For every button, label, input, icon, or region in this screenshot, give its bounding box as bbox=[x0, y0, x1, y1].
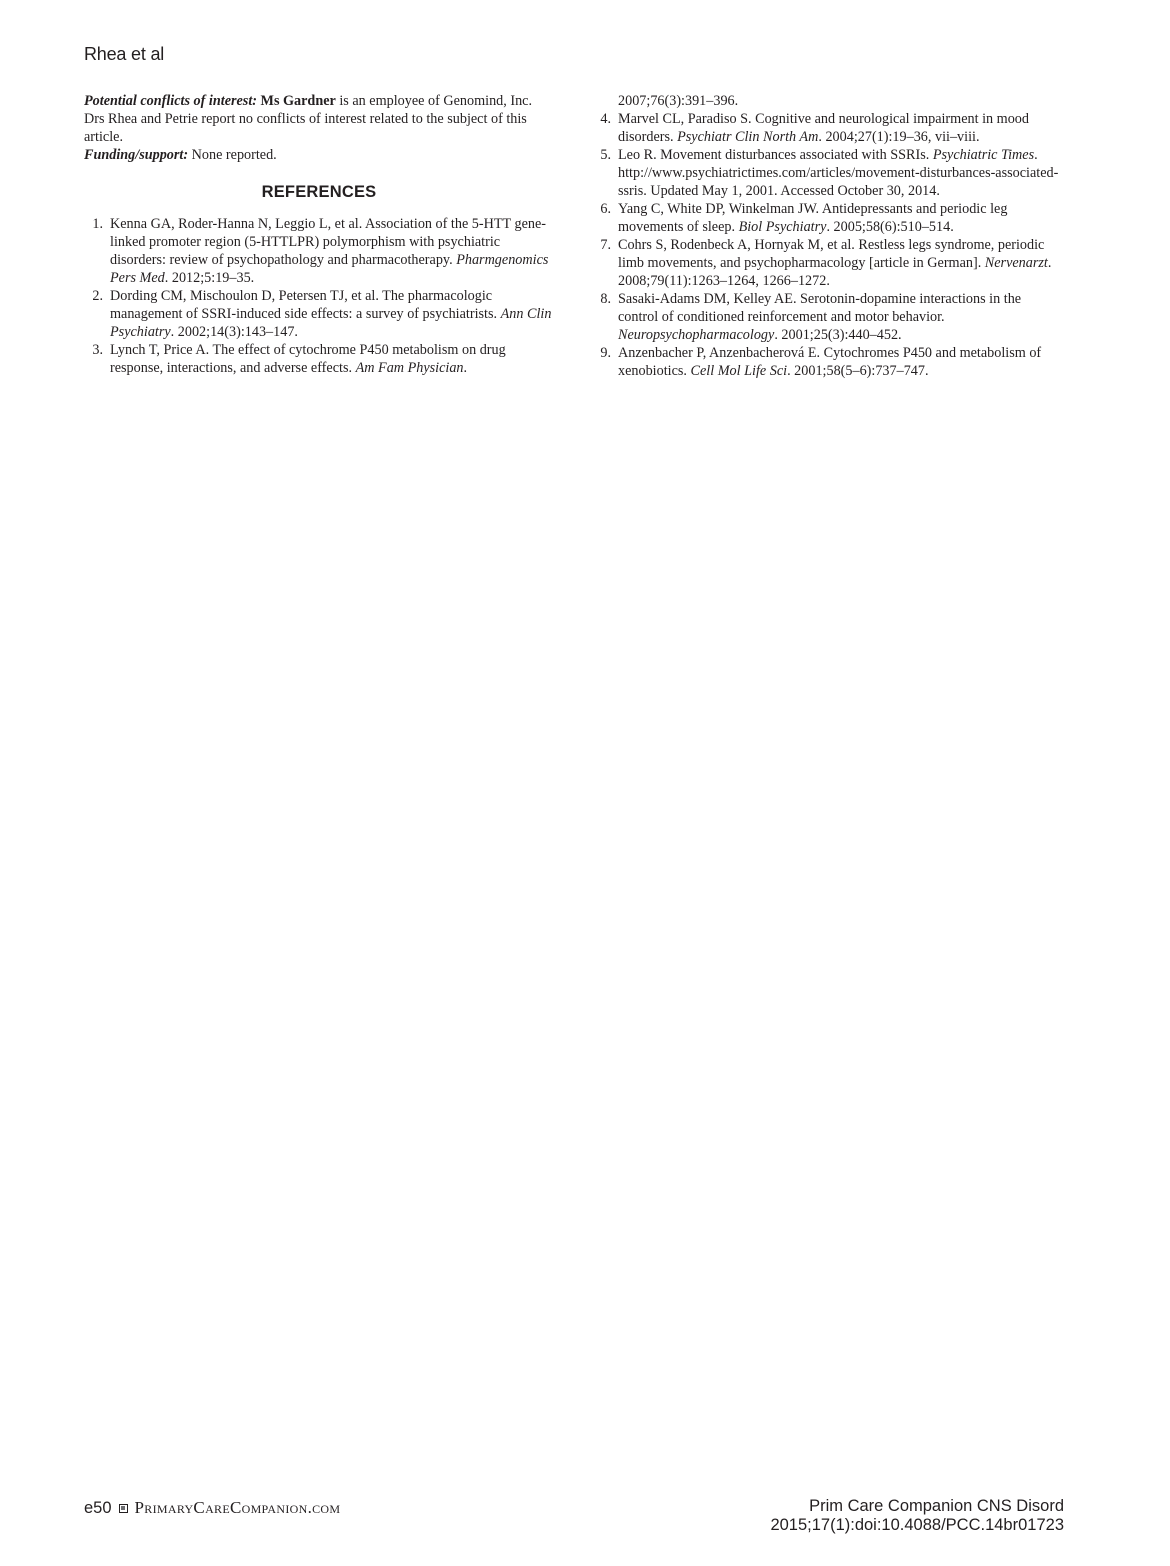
reference-item bbox=[592, 344, 1064, 380]
reference-number: 5. bbox=[600, 147, 611, 163]
reference-journal: Pharmgenomics Pers Med bbox=[110, 252, 549, 286]
reference-number: 3. bbox=[92, 342, 103, 358]
reference-citation: . 2001;25(3):440–452. bbox=[774, 327, 902, 343]
reference-text: Kenna GA, Roder-Hanna N, Leggio L, et al. Association of the 5-HTT gene-linked promoter region (5-HTTLPR) polymorphism with psychiatric disorders: review of psychopathology and pharmacotherapy. bbox=[110, 216, 546, 268]
coi-label: Potential conflicts of interest: bbox=[84, 93, 257, 109]
funding-support bbox=[84, 146, 554, 164]
journal-doi: 2015;17(1):doi:10.4088/PCC.14br01723 bbox=[770, 1516, 1064, 1534]
reference-continuation: 2007;76(3):391–396. bbox=[618, 93, 739, 109]
reference-text: Anzenbacher P, Anzenbacherová E. Cytochromes P450 and metabolism of xenobiotics. bbox=[618, 345, 1042, 379]
funding-text: None reported. bbox=[188, 147, 277, 163]
journal-name: Prim Care Companion CNS Disord bbox=[809, 1497, 1064, 1515]
reference-citation: . 2001;58(5–6):737–747. bbox=[787, 363, 929, 379]
reference-text: Leo R. Movement disturbances associated with SSRIs. bbox=[618, 147, 933, 163]
footer-right bbox=[770, 1497, 1064, 1535]
footer-left bbox=[84, 1498, 340, 1518]
reference-journal: Am Fam Physician bbox=[355, 360, 464, 376]
reference-number: 6. bbox=[600, 201, 611, 217]
reference-number: 2. bbox=[92, 288, 103, 304]
reference-citation: . 2002;14(3):143–147. bbox=[170, 324, 298, 340]
reference-citation: . http://www.psychiatrictimes.com/articles/movement-disturbances-associated-ssris. Updated May 1, 2001. Accessed October 30, 2014. bbox=[618, 147, 1059, 199]
disclosures bbox=[84, 92, 554, 164]
reference-item bbox=[84, 215, 554, 287]
reference-journal: Psychiatric Times bbox=[932, 147, 1035, 163]
conflicts-of-interest bbox=[84, 92, 554, 146]
page-number: e50 bbox=[84, 1498, 112, 1517]
reference-journal: Nervenarzt bbox=[984, 255, 1048, 271]
reference-number: 1. bbox=[92, 216, 103, 232]
reference-number: 9. bbox=[600, 345, 611, 361]
reference-item bbox=[84, 287, 554, 341]
left-column bbox=[84, 92, 554, 377]
reference-item bbox=[592, 236, 1064, 290]
reference-item bbox=[592, 146, 1064, 200]
reference-item bbox=[592, 200, 1064, 236]
reference-number: 4. bbox=[600, 111, 611, 127]
reference-text: Lynch T, Price A. The effect of cytochrome P450 metabolism on drug response, interactions, and adverse effects. bbox=[110, 342, 506, 376]
reference-text: Yang C, White DP, Winkelman JW. Antidepressants and periodic leg movements of sleep. bbox=[618, 201, 1008, 235]
reference-citation: . 2012;5:19–35. bbox=[164, 270, 255, 286]
reference-journal: Biol Psychiatry bbox=[738, 219, 827, 235]
reference-text: Marvel CL, Paradiso S. Cognitive and neurological impairment in mood disorders. bbox=[618, 111, 1029, 145]
reference-text: Cohrs S, Rodenbeck A, Hornyak M, et al. Restless legs syndrome, periodic limb movements, and psychopharmacology [article in German]. bbox=[618, 237, 1045, 271]
reference-journal: Psychiatr Clin North Am bbox=[677, 129, 819, 145]
reference-text: Dording CM, Mischoulon D, Petersen TJ, et al. The pharmacologic management of SSRI-induced side effects: a survey of psychiatrists. bbox=[110, 288, 501, 322]
references-heading: REFERENCES bbox=[261, 183, 377, 201]
reference-citation: . 2004;27(1):19–36, vii–viii. bbox=[818, 129, 980, 145]
reference-journal: Cell Mol Life Sci bbox=[690, 363, 788, 379]
reference-list-left bbox=[84, 215, 554, 377]
right-column bbox=[592, 92, 1064, 380]
coi-name: Ms Gardner bbox=[260, 93, 336, 109]
reference-journal: Neuropsychopharmacology bbox=[618, 327, 775, 343]
reference-citation: . 2008;79(11):1263–1264, 1266–1272. bbox=[618, 255, 1052, 289]
reference-citation: . 2005;58(6):510–514. bbox=[826, 219, 954, 235]
reference-journal: Ann Clin Psychiatry bbox=[110, 306, 552, 340]
funding-label: Funding/support: bbox=[84, 147, 189, 163]
reference-number: 7. bbox=[600, 237, 611, 253]
website-link[interactable]: PrimaryCareCompanion.com bbox=[134, 1498, 341, 1517]
reference-item bbox=[592, 110, 1064, 146]
running-head: Rhea et al bbox=[84, 44, 165, 64]
reference-citation: . bbox=[463, 360, 468, 376]
square-bullet-icon bbox=[119, 1504, 128, 1513]
reference-text: Sasaki-Adams DM, Kelley AE. Serotonin-dopamine interactions in the control of conditioned reinforcement and motor behavior. bbox=[618, 291, 1022, 325]
coi-text: is an employee of Genomind, Inc. Drs Rhea and Petrie report no conflicts of interest related to the subject of this article. bbox=[84, 93, 533, 145]
reference-item bbox=[84, 341, 554, 377]
reference-list-right bbox=[592, 110, 1064, 380]
reference-item bbox=[592, 290, 1064, 344]
reference-number: 8. bbox=[600, 291, 611, 307]
